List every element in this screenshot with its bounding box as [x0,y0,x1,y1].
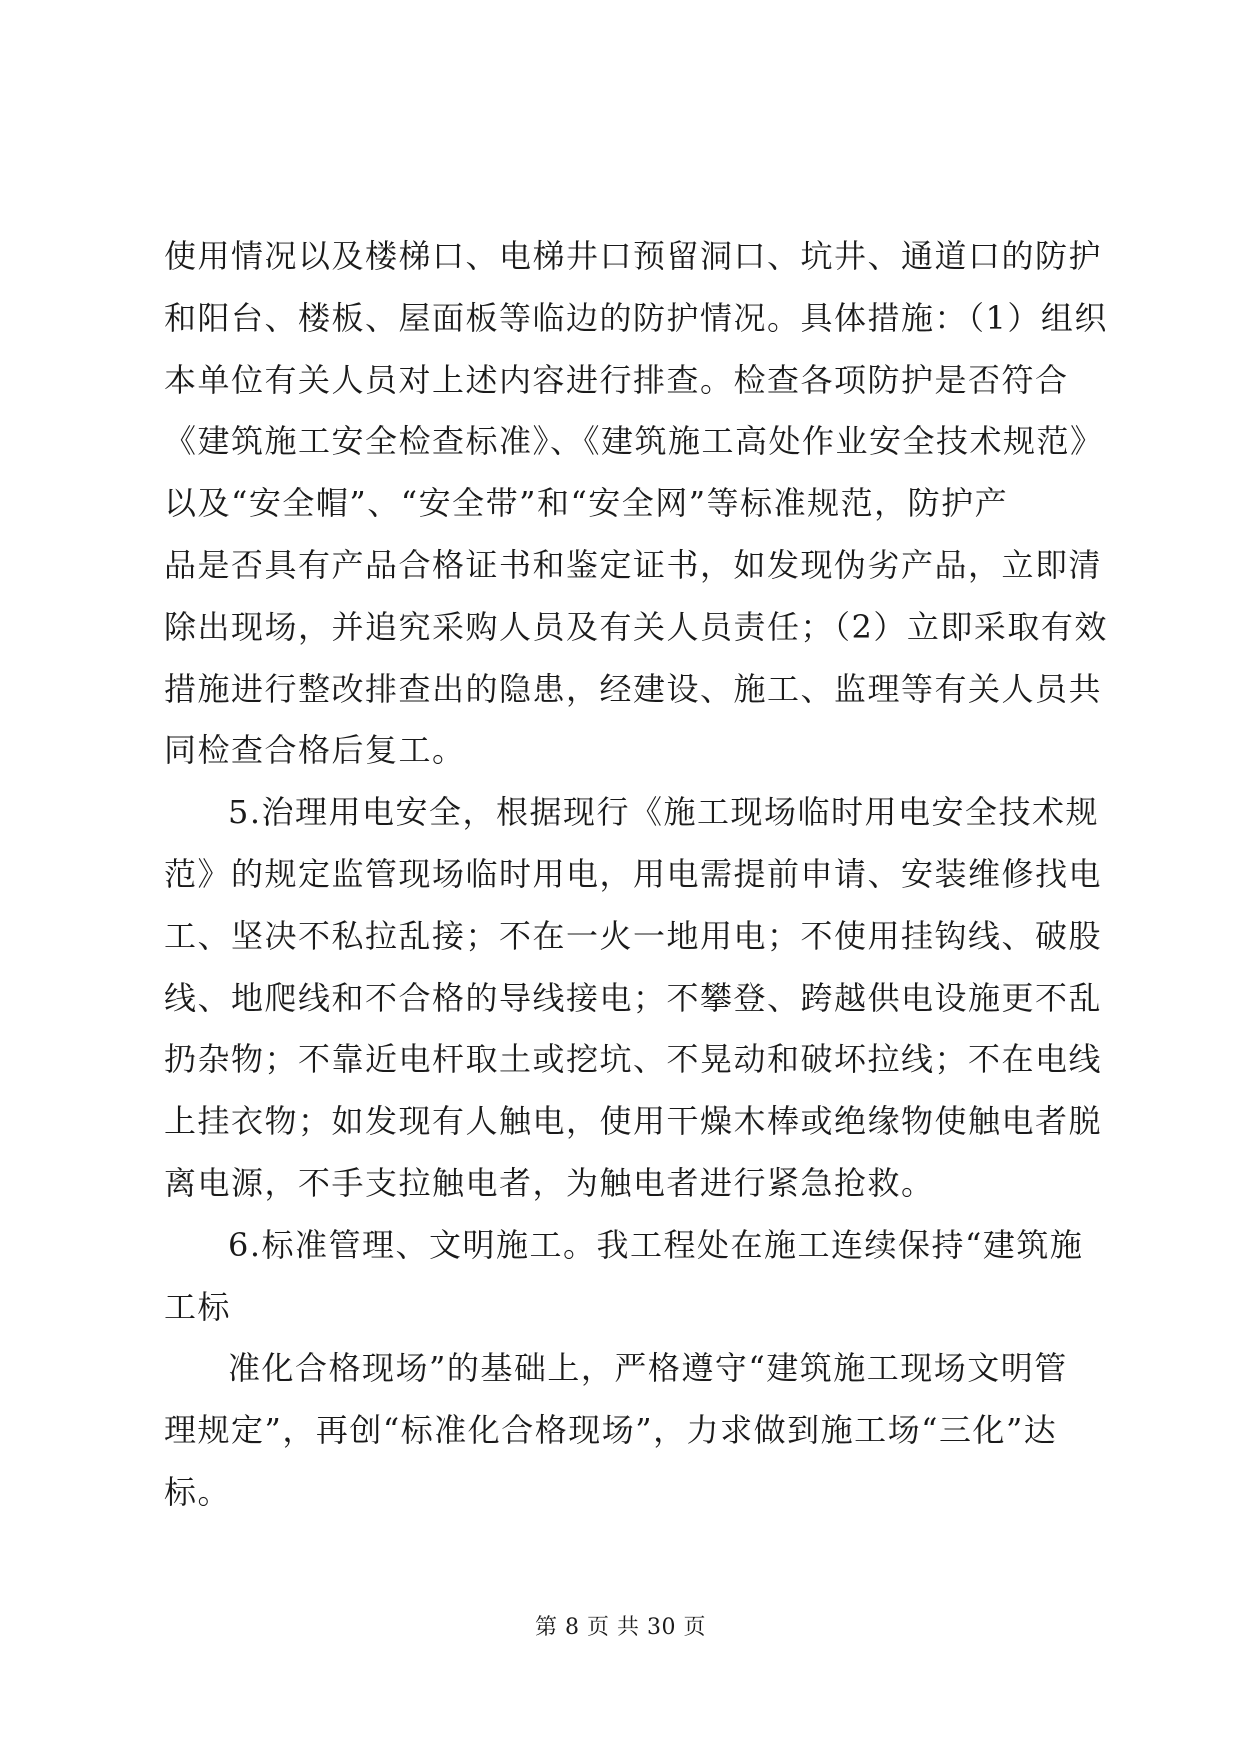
text-line: 范》的规定监管现场临时用电，用电需提前申请、安装维修找电 [164,854,1103,893]
paragraph-6-start: 6.标准管理、文明施工。我工程处在施工连续保持“建筑施 [228,1225,1084,1264]
text-line: 同检查合格后复工。 [164,731,466,770]
paragraph-5-start: 5.治理用电安全，根据现行《施工现场临时用电安全技术规 [228,793,1100,832]
body-text [164,226,1108,1524]
page-number-footer: 第 8 页 共 30 页 [535,1615,706,1640]
text-line: 标。 [164,1472,232,1511]
text-line: 除出现场，并追究采购人员及有关人员责任；（2）立即采取有效 [164,607,1108,646]
text-line: 工、坚决不私拉乱接；不在一火一地用电；不使用挂钩线、破股 [164,916,1103,955]
text-line: 本单位有关人员对上述内容进行排查。检查各项防护是否符合 [164,360,1069,399]
text-line: 离电源，不手支拉触电者，为触电者进行紧急抢救。 [164,1163,935,1202]
paragraph-continuation-start: 准化合格现场”的基础上，严格遵守“建筑施工现场文明管 [228,1349,1068,1388]
text-line: 品是否具有产品合格证书和鉴定证书，如发现伪劣产品，立即清 [164,545,1103,584]
text-line: 上挂衣物；如发现有人触电，使用干燥木棒或绝缘物使触电者脱 [164,1102,1103,1141]
text-line: 措施进行整改排查出的隐患，经建设、施工、监理等有关人员共 [164,669,1103,708]
text-line: 线、地爬线和不合格的导线接电；不攀登、跨越供电设施更不乱 [164,978,1103,1017]
text-line: 理规定”，再创“标准化合格现场”，力求做到施工场“三化”达 [164,1411,1058,1450]
text-line: 以及“安全帽”、“安全带”和“安全网”等标准规范，防护产 [164,484,1009,523]
text-line: 扔杂物；不靠近电杆取土或挖坑、不晃动和破坏拉线；不在电线 [164,1040,1103,1079]
text-line: 使用情况以及楼梯口、电梯井口预留洞口、坑井、通道口的防护 [164,237,1103,275]
text-line: 和阳台、楼板、屋面板等临边的防护情况。具体措施：（1）组织 [164,298,1108,337]
text-line: 工标 [164,1287,232,1326]
text-line: 《建筑施工安全检查标准》、《建筑施工高处作业安全技术规范》 [164,422,1104,461]
